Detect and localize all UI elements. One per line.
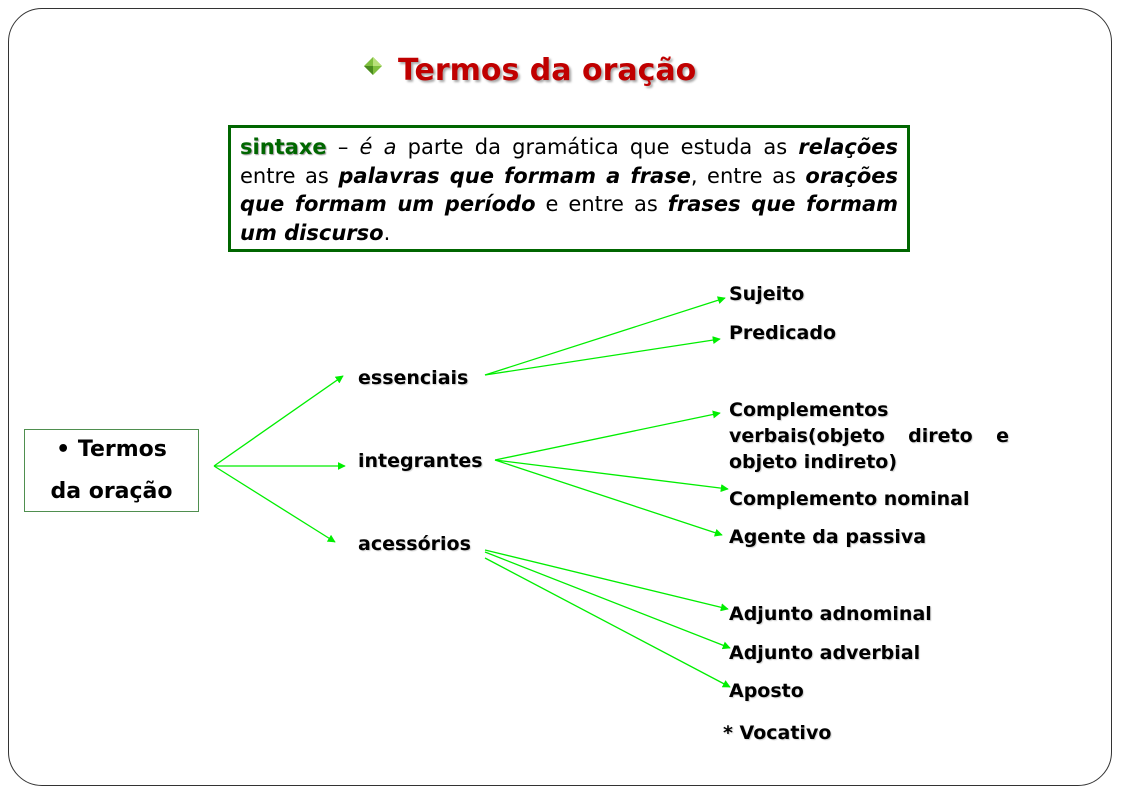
definition-text-9: frases que formam um discurso [240, 192, 899, 245]
definition-text-10: . [383, 220, 391, 245]
category-integrantes: integrantes [358, 450, 483, 472]
term-predicado: Predicado [729, 322, 837, 344]
definition-text-1: é a [359, 135, 397, 159]
root-line-2: da oração [50, 478, 173, 504]
definition-term: sintaxe [240, 135, 327, 159]
term-adjunto-adverbial: Adjunto adverbial [729, 642, 921, 664]
arrow-essenciais-sujeito [485, 298, 725, 375]
category-acessorios: acessórios [358, 533, 471, 555]
term-complementos-verbais: Complementos verbais(objeto direto e objeto indireto) [729, 399, 1009, 473]
term-aposto: Aposto [729, 680, 804, 702]
definition-text-6: , entre as [690, 163, 806, 188]
term-agente-passiva: Agente da passiva [729, 526, 927, 548]
arrow-essenciais-predicado [485, 339, 720, 375]
term-complemento-nominal: Complemento nominal [729, 488, 970, 510]
definition-text-5: palavras que formam a frase [338, 163, 691, 188]
arrow-root-acessorios [214, 466, 335, 542]
arrow-integrantes-complementos [495, 413, 720, 460]
term-vocativo: * Vocativo [723, 722, 832, 744]
root-line-1: • Termos [56, 436, 167, 462]
term-adjunto-adnominal: Adjunto adnominal [729, 603, 932, 625]
definition-text-7: orações que formam um período [240, 163, 898, 216]
term-sujeito: Sujeito [729, 283, 805, 305]
definition-text-2: parte da gramática que estuda as [396, 135, 799, 159]
arrow-acessorios-aposto [485, 558, 730, 687]
arrow-integrantes-nominal [495, 460, 728, 489]
definition-text-3: relações [798, 135, 898, 159]
arrow-root-essenciais [214, 376, 343, 466]
definition-dash: – [326, 135, 360, 159]
title-text: Termos da oração [398, 52, 697, 88]
category-essenciais: essenciais [358, 367, 469, 389]
definition-text-4: entre as [240, 163, 339, 188]
arrow-integrantes-agente [495, 460, 722, 535]
definition-text-8: e entre as [535, 192, 668, 216]
